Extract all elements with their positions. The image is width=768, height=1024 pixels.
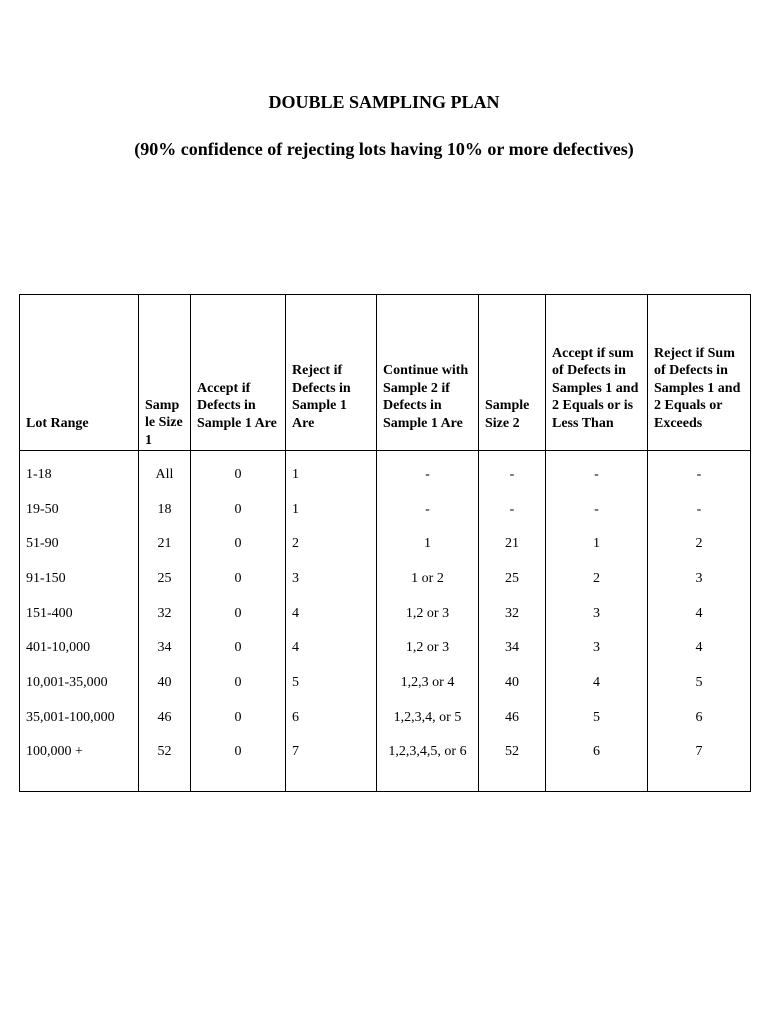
cell-lot-range: 10,001-35,000 [20, 665, 139, 700]
header-continue-sample-2: Continue with Sample 2 if Defects in Sample 1 Are [377, 295, 479, 451]
cell-sample-size-2: - [479, 451, 546, 492]
cell-continue-sample-2: 1,2,3,4, or 5 [377, 700, 479, 735]
cell-accept-sample-1: 0 [191, 492, 286, 527]
cell-reject-sample-1: 4 [286, 630, 377, 665]
cell-accept-sample-1: 0 [191, 451, 286, 492]
cell-accept-sample-1: 0 [191, 596, 286, 631]
cell-continue-sample-2: 1,2 or 3 [377, 630, 479, 665]
cell-sample-size-2: 21 [479, 526, 546, 561]
cell-reject-sample-1: 3 [286, 561, 377, 596]
table-header-row [20, 295, 751, 451]
cell-accept-sum: 5 [546, 700, 648, 735]
cell-lot-range: 35,001-100,000 [20, 700, 139, 735]
page-title: DOUBLE SAMPLING PLAN [268, 92, 500, 112]
cell-accept-sample-1: 0 [191, 630, 286, 665]
cell-lot-range: 100,000 + [20, 735, 139, 792]
cell-lot-range: 1-18 [20, 451, 139, 492]
cell-accept-sample-1: 0 [191, 700, 286, 735]
cell-reject-sample-1: 5 [286, 665, 377, 700]
cell-accept-sum: 6 [546, 735, 648, 792]
table-row [20, 596, 751, 631]
cell-accept-sum: 4 [546, 665, 648, 700]
cell-sample-size-1: 32 [139, 596, 191, 631]
cell-lot-range: 401-10,000 [20, 630, 139, 665]
cell-continue-sample-2: - [377, 451, 479, 492]
cell-continue-sample-2: - [377, 492, 479, 527]
cell-reject-sum: 4 [648, 596, 751, 631]
cell-reject-sum: 3 [648, 561, 751, 596]
cell-sample-size-1: 34 [139, 630, 191, 665]
table-row [20, 665, 751, 700]
cell-reject-sample-1: 2 [286, 526, 377, 561]
cell-accept-sum: - [546, 492, 648, 527]
header-reject-sample-1: Reject if Defects in Sample 1 Are [286, 295, 377, 451]
cell-sample-size-1: 52 [139, 735, 191, 792]
cell-sample-size-1: 21 [139, 526, 191, 561]
header-sample-size-2: Sample Size 2 [479, 295, 546, 451]
table-row [20, 700, 751, 735]
cell-lot-range: 19-50 [20, 492, 139, 527]
cell-reject-sample-1: 6 [286, 700, 377, 735]
table-row [20, 735, 751, 792]
cell-reject-sum: 4 [648, 630, 751, 665]
cell-reject-sum: 6 [648, 700, 751, 735]
cell-continue-sample-2: 1,2,3 or 4 [377, 665, 479, 700]
cell-reject-sum: 2 [648, 526, 751, 561]
table-row [20, 451, 751, 492]
cell-continue-sample-2: 1 or 2 [377, 561, 479, 596]
cell-sample-size-2: - [479, 492, 546, 527]
cell-lot-range: 51-90 [20, 526, 139, 561]
cell-accept-sample-1: 0 [191, 665, 286, 700]
cell-reject-sum: 5 [648, 665, 751, 700]
cell-accept-sum: 3 [546, 596, 648, 631]
cell-sample-size-2: 34 [479, 630, 546, 665]
cell-continue-sample-2: 1,2 or 3 [377, 596, 479, 631]
table-row [20, 526, 751, 561]
cell-accept-sum: 2 [546, 561, 648, 596]
cell-reject-sample-1: 1 [286, 451, 377, 492]
cell-sample-size-2: 52 [479, 735, 546, 792]
cell-lot-range: 151-400 [20, 596, 139, 631]
cell-continue-sample-2: 1,2,3,4,5, or 6 [377, 735, 479, 792]
cell-reject-sum: - [648, 492, 751, 527]
cell-sample-size-1: 46 [139, 700, 191, 735]
table-row [20, 561, 751, 596]
cell-reject-sample-1: 4 [286, 596, 377, 631]
table-row [20, 492, 751, 527]
cell-lot-range: 91-150 [20, 561, 139, 596]
cell-sample-size-1: All [139, 451, 191, 492]
cell-sample-size-2: 32 [479, 596, 546, 631]
cell-sample-size-2: 25 [479, 561, 546, 596]
cell-reject-sample-1: 1 [286, 492, 377, 527]
cell-accept-sum: 3 [546, 630, 648, 665]
cell-sample-size-2: 46 [479, 700, 546, 735]
cell-accept-sample-1: 0 [191, 526, 286, 561]
cell-accept-sum: - [546, 451, 648, 492]
cell-continue-sample-2: 1 [377, 526, 479, 561]
header-accept-sum: Accept if sum of Defects in Samples 1 and 2 Equals or is Less Than [546, 295, 648, 451]
header-lot-range: Lot Range [20, 295, 139, 451]
table-row [20, 630, 751, 665]
page-subtitle: (90% confidence of rejecting lots having 10% or more defectives) [134, 139, 634, 159]
cell-reject-sum: - [648, 451, 751, 492]
cell-accept-sample-1: 0 [191, 735, 286, 792]
cell-accept-sum: 1 [546, 526, 648, 561]
cell-sample-size-1: 18 [139, 492, 191, 527]
cell-accept-sample-1: 0 [191, 561, 286, 596]
cell-sample-size-1: 25 [139, 561, 191, 596]
cell-reject-sample-1: 7 [286, 735, 377, 792]
header-accept-sample-1: Accept if Defects in Sample 1 Are [191, 295, 286, 451]
header-reject-sum: Reject if Sum of Defects in Samples 1 and 2 Equals or Exceeds [648, 295, 751, 451]
cell-sample-size-1: 40 [139, 665, 191, 700]
cell-sample-size-2: 40 [479, 665, 546, 700]
cell-reject-sum: 7 [648, 735, 751, 792]
header-sample-size-1: Samp le Size 1 [139, 295, 191, 451]
sampling-plan-table [19, 294, 751, 792]
